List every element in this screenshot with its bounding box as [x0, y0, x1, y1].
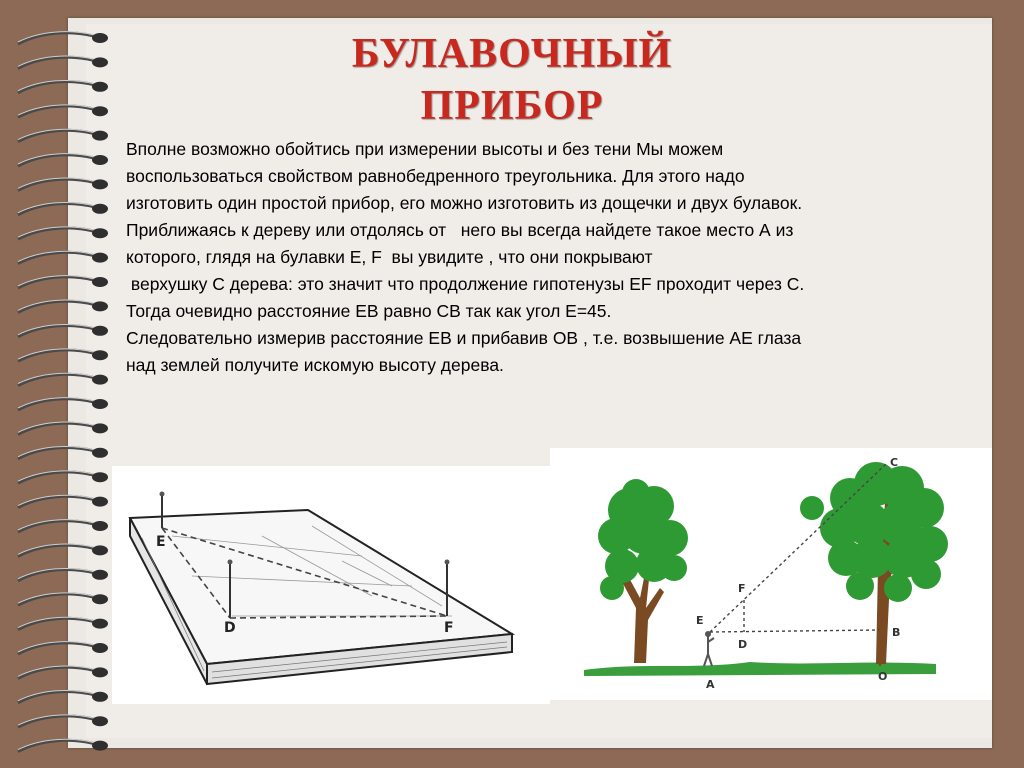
- spiral-ring: [18, 422, 108, 434]
- body-line: верхушку С дерева: это значит что продолжение гипотенузы EF проходит через С.: [126, 274, 805, 294]
- label-e: E: [156, 534, 166, 550]
- title-line-2: ПРИБОР: [420, 83, 604, 129]
- spiral-ring: [18, 495, 108, 507]
- label-o: O: [878, 670, 888, 683]
- spiral-ring: [18, 666, 108, 678]
- body-line: Приближаясь к дереву или отдолясь от него вы всегда найдете такое место А из: [126, 220, 794, 240]
- spiral-ring: [18, 300, 108, 312]
- board-figure: [112, 466, 550, 704]
- spiral-ring: [18, 373, 108, 385]
- spiral-ring: [18, 446, 108, 458]
- trees-figure: [550, 448, 992, 700]
- spiral-ring: [18, 471, 108, 483]
- label-a: A: [706, 678, 715, 691]
- spiral-ring: [18, 154, 108, 166]
- board-illustration: [112, 466, 550, 704]
- body-line: изготовить один простой прибор, его можно изготовить из дощечки и двух булавок.: [126, 193, 803, 213]
- body-line: Вполне возможно обойтись при измерении высоты и без тени Мы можем: [126, 139, 724, 159]
- spiral-ring: [18, 276, 108, 288]
- spiral-ring: [18, 715, 108, 727]
- spiral-ring: [18, 642, 108, 654]
- spiral-rings: [18, 32, 108, 752]
- spiral-ring: [18, 178, 108, 190]
- trees-illustration: [550, 448, 992, 700]
- spiral-ring: [18, 593, 108, 605]
- spiral-ring: [18, 227, 108, 239]
- spiral-ring: [18, 251, 108, 263]
- body-line: которого, глядя на булавки Е, F вы увидите , что они покрывают: [126, 247, 653, 267]
- label-e: E: [696, 614, 704, 627]
- spiral-ring: [18, 568, 108, 580]
- spiral-ring: [18, 690, 108, 702]
- right-tree: [800, 462, 948, 664]
- spiral-ring: [18, 349, 108, 361]
- label-f: F: [444, 620, 454, 636]
- spiral-ring: [18, 398, 108, 410]
- title-line-1: БУЛАВОЧНЫЙ: [351, 31, 673, 77]
- observer: [704, 636, 714, 666]
- body-line: Тогда очевидно расстояние ЕВ равно СВ так как угол Е=45.: [126, 301, 612, 321]
- spiral-ring: [18, 617, 108, 629]
- label-d: D: [738, 638, 748, 651]
- body-line: над землей получите искомую высоту дерева.: [126, 355, 504, 375]
- left-tree: [598, 479, 688, 663]
- body-line: Следовательно измерив расстояние ЕВ и прибавив ОВ , т.е. возвышение АЕ глаза: [126, 328, 802, 348]
- label-f: F: [738, 582, 746, 595]
- body-line: воспользоваться свойством равнобедренного треугольника. Для этого надо: [126, 166, 745, 186]
- body-paragraph: [126, 136, 946, 379]
- spiral-ring: [18, 324, 108, 336]
- spiral-ring: [18, 544, 108, 556]
- spiral-ring: [18, 739, 108, 751]
- spiral-ring: [18, 520, 108, 532]
- label-b: B: [892, 626, 901, 639]
- label-c: C: [890, 456, 899, 469]
- spiral-ring: [18, 202, 108, 214]
- label-d: D: [224, 620, 236, 636]
- page-title: [0, 28, 1024, 132]
